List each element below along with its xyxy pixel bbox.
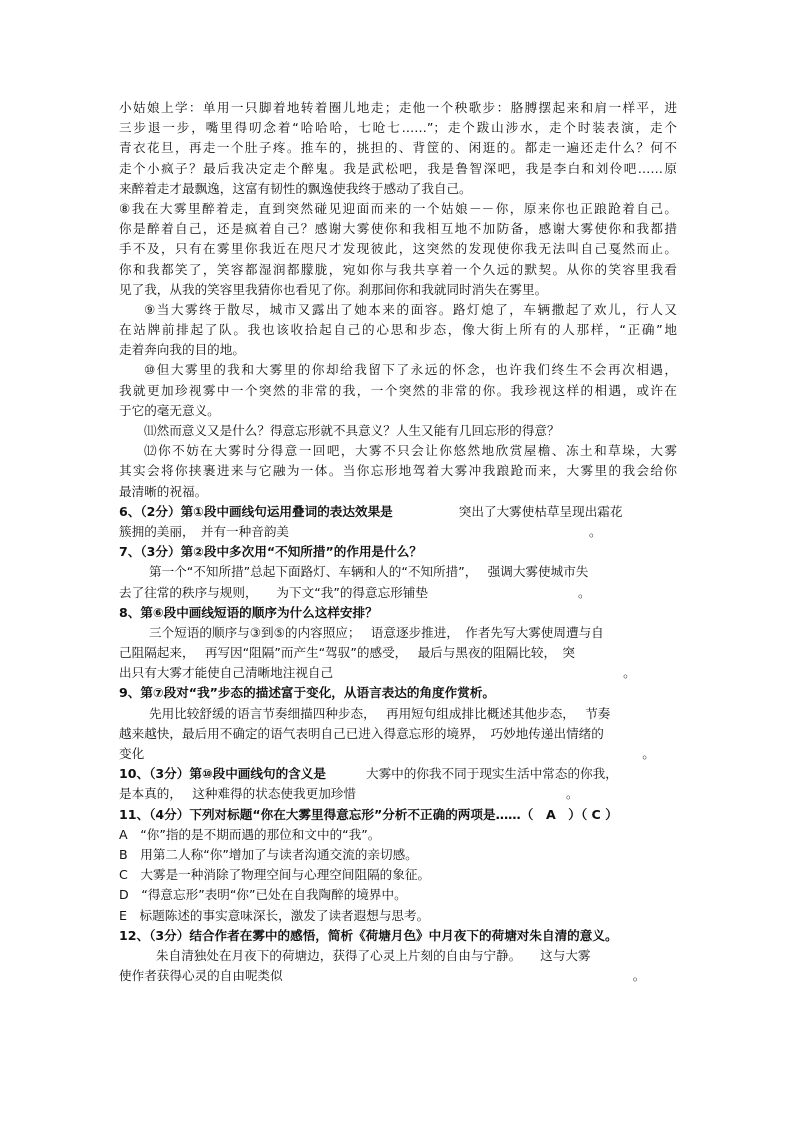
text-line: 在站牌前排起了队。我也该收拾起自己的心思和步态，像大街上所有的人那样，“正确”地 <box>119 322 677 338</box>
text-line: ⑧我在大雾里醉着走，直到突然碰见迎面而来的一个姑娘－－你，原来你也正踉跄着自己。 <box>119 200 677 216</box>
option-a: A “你”指的是不期而遇的那位和文中的“我”。 <box>119 826 381 842</box>
text-line: 三步退一步，嘴里得叨念着“哈哈哈，七呛七……”；走个跋山涉水，走个时装表演，走个 <box>119 120 677 136</box>
answer-end: 。 <box>623 665 636 681</box>
answer-text: 突出了大雾使枯草呈现出霜花 <box>458 503 623 519</box>
text-line: 你是醉着自己，还是疯着自己？感谢大雾使你和我相互地不加防备，感谢大雾使你和我都措 <box>119 221 677 237</box>
question-10-answer <box>119 784 677 804</box>
text-line: 我就更加珍视雾中一个突然的非常的我，一个突然的非常的你。我珍视这样的相遇，或许在 <box>119 382 677 398</box>
answer-text: 出只有大雾才能使自己清晰地注视自己 <box>119 665 334 681</box>
answer-text: 朱自清独处在月夜下的荷塘边，获得了心灵上片刻的自由与宁静。 这与大雾 <box>156 947 591 963</box>
question-12: 12、（3分）结合作者在雾中的感悟，简析《荷塘月色》中月夜下的荷塘对朱自清的意义。 <box>119 927 618 943</box>
answer-text: 先用比较舒缓的语言节奏细描四种步态， 再用短句组成排比概述其他步态， 节奏 <box>149 705 611 721</box>
text-line: 来醉着走才最飘逸，这富有韧性的飘逸使我终于感动了我自己。 <box>119 180 472 196</box>
option-e: E 标题陈述的事实意味深长，激发了读者遐想与思考。 <box>119 907 430 923</box>
text-line: 最清晰的祝福。 <box>119 483 208 499</box>
question-8: 8、第⑥段中画线短语的顺序为什么这样安排？ <box>119 604 378 620</box>
answer-end: 。 <box>632 968 646 984</box>
text-line: 其实会将你挟裹进来与它融为一体。当你忘形地驾着大雾冲我踉跄而来，大雾里的我会给你 <box>119 463 677 479</box>
answer-end: 。 <box>578 584 591 600</box>
option-b: B 用第二人称“你”增加了与读者沟通交流的亲切感。 <box>119 846 418 862</box>
answer-end: 。 <box>566 786 579 802</box>
question-7-answer <box>119 583 677 603</box>
question-8-answer <box>119 663 677 683</box>
text-line: 见了我，从我的笑容里我猜你也看见了你。刹那间你和我就同时消失在雾里。 <box>119 281 548 297</box>
answer-text: 第一个“不知所措”总起下面路灯、车辆和人的“不知所措”， 强调大雾使城市失 <box>149 564 589 580</box>
answer-text: 变化 <box>119 746 145 761</box>
question-11: 11、（4分）下列对标题“你在大雾里得意忘形”分析不正确的两项是……（ A ）（ C ） <box>119 806 618 822</box>
text-line: 小姑娘上学：单用一只脚着地转着圈儿地走；走他一个秧歌步：胳膊摆起来和肩一样平，进 <box>119 100 677 115</box>
answer-end: 。 <box>589 523 602 539</box>
text-line: 走着奔向我的目的地。 <box>119 342 245 358</box>
question-6 <box>119 502 677 522</box>
text-line: 手不及，只有在雾里你我近在咫尺才发现彼此，这突然的发现使你我无法叫自己戛然而止。 <box>119 241 677 257</box>
text-line: ⑾然而意义又是什么？得意忘形就不具意义？人生又能有几回忘形的得意？ <box>144 423 560 438</box>
answer-text: 大雾中的你我不同于现实生活中常态的你我， <box>365 766 618 782</box>
option-d: D “得意忘形”表明“你”已处在自我陶醉的境界中。 <box>119 887 407 903</box>
answer-text: 簇拥的美丽， 并有一种音韵美 <box>119 523 290 539</box>
question-label: 10、（3分）第⑩段中画线句的含义是 <box>119 766 326 782</box>
answer-text: 三个短语的顺序与③到⑤的内容照应； 语意逐步推进， 作者先写大雾使周遭与自 <box>149 624 604 640</box>
question-10 <box>119 764 677 784</box>
text-line: ⑩但大雾里的我和大雾里的你却给我留下了永远的怀念，也许我们终生不会再次相遇， <box>144 362 677 378</box>
question-12-answer <box>119 966 677 986</box>
question-7: 7、（3分）第②段中多次用“不知所措”的作用是什么？ <box>119 544 422 560</box>
answer-end: 。 <box>642 746 655 761</box>
question-9-answer <box>119 744 677 764</box>
answer-text: 是本真的， 这种难得的状态使我更加珍惜 <box>119 786 356 802</box>
answer-text: 使作者获得心灵的自由呢类似 <box>119 968 283 984</box>
question-9: 9、第⑦段对“我”步态的描述富于变化，从语言表达的角度作赏析。 <box>119 685 496 701</box>
text-line: 走个小疯子？最后我决定走个醉鬼。我是武松吧，我是鲁智深吧，我是李白和刘伶吧……原 <box>119 160 677 176</box>
option-c: C 大雾是一种消除了物理空间与心理空间阻隔的象征。 <box>119 867 431 883</box>
text-line: 你和我都笑了，笑容都湿润都朦胧，宛如你与我共享着一个久远的默契。从你的笑容里我看 <box>119 261 677 277</box>
answer-text: 越来越快，最后用不确定的语气表明自己已进入得意忘形的境界， 巧妙地传递出情绪的 <box>119 725 604 741</box>
text-line: 于它的毫无意义。 <box>119 402 220 418</box>
answer-text: 去了往常的秩序与规则， 为下文“我”的得意忘形铺垫 <box>119 584 428 600</box>
question-label: 6、（2分）第①段中画线句运用叠词的表达效果是 <box>119 503 393 519</box>
text-line: ⑨当大雾终于散尽，城市又露出了她本来的面容。路灯熄了，车辆撒起了欢儿，行人又 <box>144 301 677 317</box>
text-line: 青衣花旦，再走一个肚子疼。推车的，挑担的、背筐的、闲逛的。都走一遍还走什么？何不 <box>119 140 677 156</box>
document-page <box>119 98 677 986</box>
question-6-answer <box>119 522 677 542</box>
text-line: ⑿你不妨在大雾时分得意一回吧，大雾不只会让你悠然地欣赏屋檐、冻土和草垛，大雾 <box>144 443 677 459</box>
answer-text: 己阻隔起来， 再写因“阻隔”而产生“驾驭”的感受， 最后与黑夜的阻隔比较， 突 <box>119 645 575 661</box>
